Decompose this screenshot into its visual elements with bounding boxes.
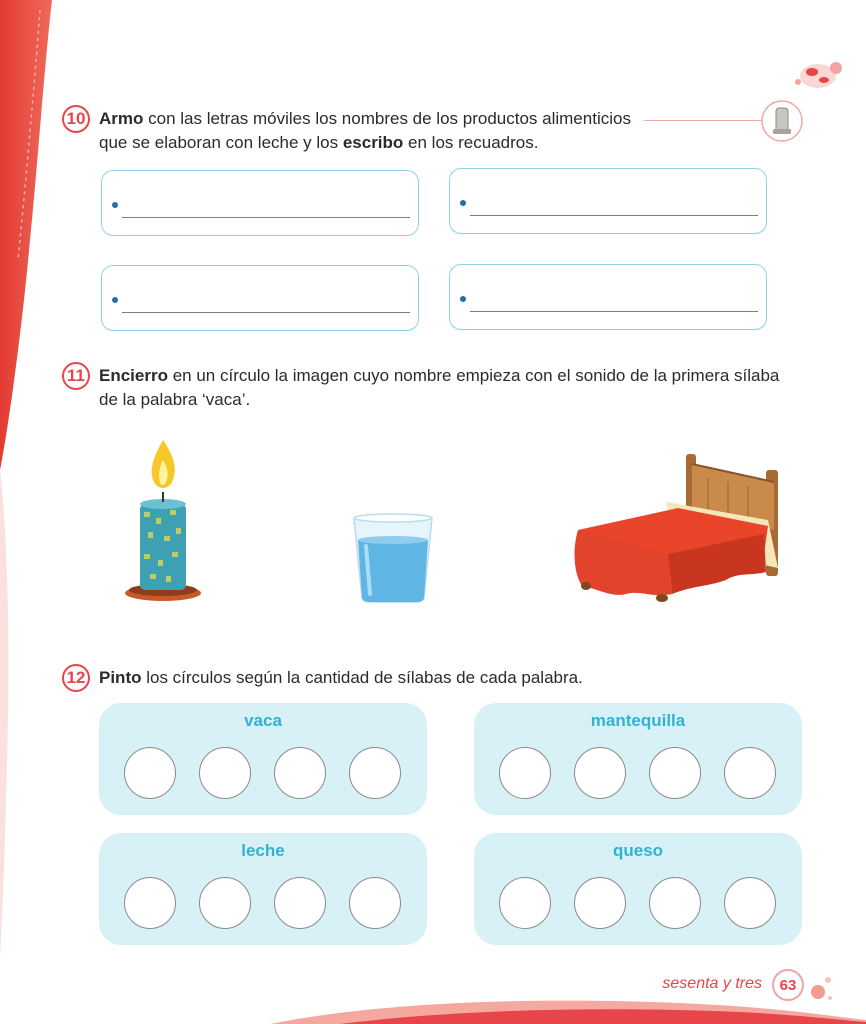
syllable-circle[interactable] bbox=[124, 877, 176, 929]
question-12-text bbox=[99, 666, 819, 690]
q10-guide-line bbox=[644, 120, 762, 121]
syllable-circle[interactable] bbox=[499, 877, 551, 929]
footer-dots-decoration bbox=[806, 970, 836, 1004]
syllable-word: vaca bbox=[244, 711, 282, 730]
syllable-circle[interactable] bbox=[574, 877, 626, 929]
writing-line bbox=[122, 217, 410, 218]
syllable-box-vaca bbox=[99, 703, 427, 815]
answer-box-1[interactable] bbox=[101, 170, 419, 236]
q11-text-2: de la palabra ‘vaca’. bbox=[99, 390, 251, 409]
syllable-circle[interactable] bbox=[499, 747, 551, 799]
q10-bold-verb-1: Armo bbox=[99, 109, 144, 128]
syllable-circle[interactable] bbox=[274, 877, 326, 929]
syllable-box-leche bbox=[99, 833, 427, 945]
page-number-words: sesenta y tres bbox=[662, 975, 762, 992]
q10-text-3: en los recuadros. bbox=[403, 133, 539, 152]
bed-image[interactable] bbox=[568, 450, 784, 608]
syllable-circle[interactable] bbox=[724, 747, 776, 799]
syllable-circle[interactable] bbox=[649, 747, 701, 799]
question-11-text bbox=[99, 364, 819, 412]
syllable-circle[interactable] bbox=[349, 747, 401, 799]
left-decorative-border bbox=[0, 0, 60, 1024]
syllable-circle[interactable] bbox=[649, 877, 701, 929]
answer-box-3[interactable] bbox=[101, 265, 419, 331]
syllable-circle[interactable] bbox=[199, 747, 251, 799]
syllable-box-queso bbox=[474, 833, 802, 945]
syllable-circle[interactable] bbox=[349, 877, 401, 929]
q11-text-1: en un círculo la imagen cuyo nombre empieza con el sonido de la primera sílaba bbox=[167, 366, 780, 385]
answer-box-2[interactable] bbox=[449, 168, 767, 234]
syllable-word: mantequilla bbox=[590, 711, 686, 730]
syllable-circle[interactable] bbox=[124, 747, 176, 799]
writing-line bbox=[470, 311, 758, 312]
syllable-word: leche bbox=[241, 841, 285, 860]
question-number-11: 11 bbox=[62, 362, 90, 390]
question-number-10: 10 bbox=[62, 105, 90, 133]
bullet-dot bbox=[112, 202, 118, 208]
syllable-circle[interactable] bbox=[724, 877, 776, 929]
syllable-circle[interactable] bbox=[574, 747, 626, 799]
cow-decoration-icon bbox=[790, 54, 850, 98]
bottom-decorative-wave bbox=[0, 990, 866, 1024]
bullet-dot bbox=[460, 296, 466, 302]
q11-bold-verb: Encierro bbox=[99, 366, 168, 385]
page-number: 63 bbox=[772, 969, 804, 1001]
question-number-12: 12 bbox=[62, 664, 90, 692]
writing-line bbox=[122, 312, 410, 313]
q12-text-1: los círculos según la cantidad de sílabas de cada palabra. bbox=[141, 668, 583, 687]
q10-bold-verb-2: escribo bbox=[342, 133, 404, 152]
bullet-dot bbox=[112, 297, 118, 303]
writing-line bbox=[470, 215, 758, 216]
syllable-box-mantequilla bbox=[474, 703, 802, 815]
question-10-text bbox=[99, 107, 659, 155]
answer-box-4[interactable] bbox=[449, 264, 767, 330]
syllable-word: queso bbox=[612, 841, 664, 860]
syllable-circle[interactable] bbox=[199, 877, 251, 929]
q10-text-1: con las letras móviles los nombres de los productos alimenticios bbox=[143, 109, 631, 128]
candle-image[interactable] bbox=[118, 436, 208, 606]
letter-tiles-icon bbox=[760, 99, 804, 143]
glass-of-water-image[interactable] bbox=[350, 512, 436, 604]
q12-bold-verb: Pinto bbox=[99, 668, 142, 687]
bullet-dot bbox=[460, 200, 466, 206]
syllable-circle[interactable] bbox=[274, 747, 326, 799]
q10-text-2: que se elaboran con leche y los bbox=[99, 133, 343, 152]
